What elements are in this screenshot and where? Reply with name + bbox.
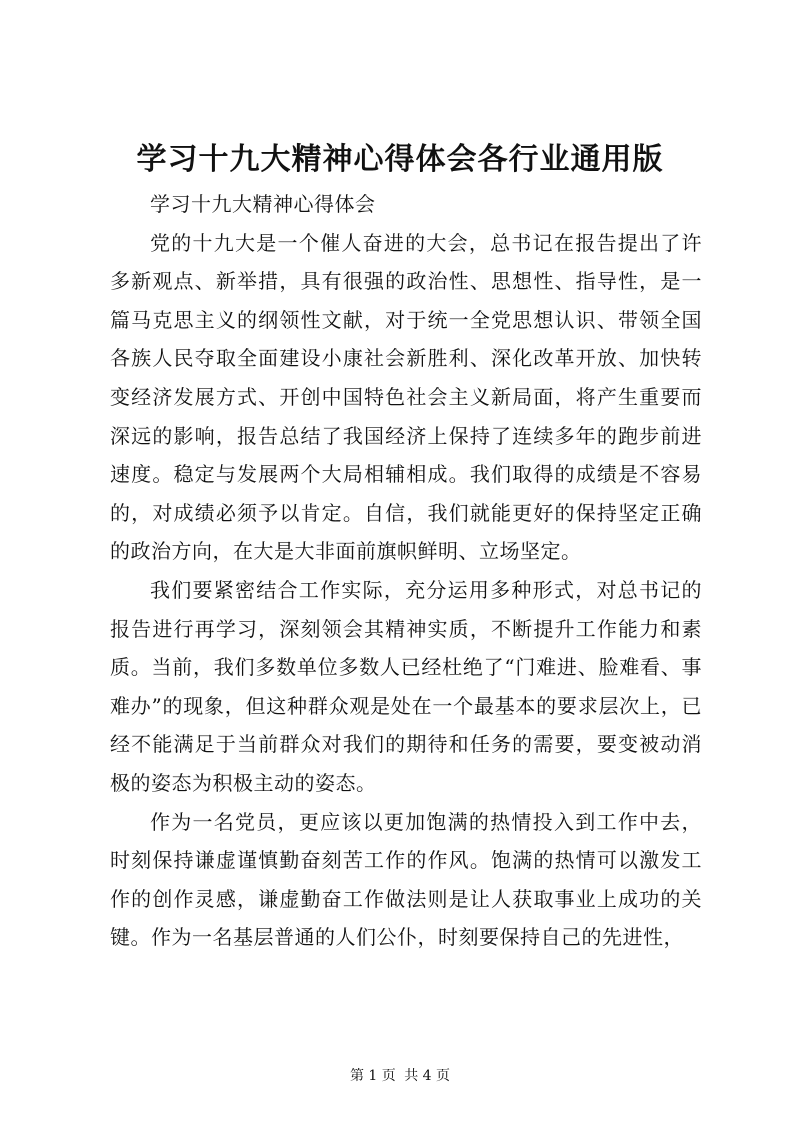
document-body: [110, 185, 702, 957]
paragraph-3: 作为一名党员，更应该以更加饱满的热情投入到工作中去，时刻保持谦虚谨慎勤奋刻苦工作的作风。饱满的热情可以激发工作的创作灵感，谦虚勤奋工作做法则是让人获取事业上成功的关键。作为一名基层普通的人们公仆，时刻要保持自己的先进性，: [110, 809, 702, 950]
document-title: 学习十九大精神心得体会各行业通用版: [136, 142, 664, 177]
document-subtitle: 学习十九大精神心得体会: [150, 192, 376, 216]
paragraph-2: 我们要紧密结合工作实际，充分运用多种形式，对总书记的报告进行再学习，深刻领会其精神实质，不断提升工作能力和素质。当前，我们多数单位多数人已经杜绝了“门难进、脸难看、事难办”的现象，但这种群众观是处在一个最基本的要求层次上，已经不能满足于当前群众对我们的期待和任务的需要，要变被动消极的姿态为积极主动的姿态。: [110, 577, 702, 795]
page-footer: [0, 1066, 800, 1086]
page-total: 共 4 页: [404, 1068, 451, 1084]
page-number: 第 1 页: [349, 1068, 396, 1084]
paragraph-1: 党的十九大是一个催人奋进的大会，总书记在报告提出了许多新观点、新举措，具有很强的政治性、思想性、指导性，是一篇马克思主义的纲领性文献，对于统一全党思想认识、带领全国各族人民夺取全面建设小康社会新胜利、深化改革开放、加快转变经济发展方式、开创中国特色社会主义新局面，将产生重要而深远的影响，报告总结了我国经济上保持了连续多年的跑步前进速度。稳定与发展两个大局相辅相成。我们取得的成绩是不容易的，对成绩必须予以肯定。自信，我们就能更好的保持坚定正确的政治方向，在大是大非面前旗帜鲜明、立场坚定。: [110, 230, 702, 564]
